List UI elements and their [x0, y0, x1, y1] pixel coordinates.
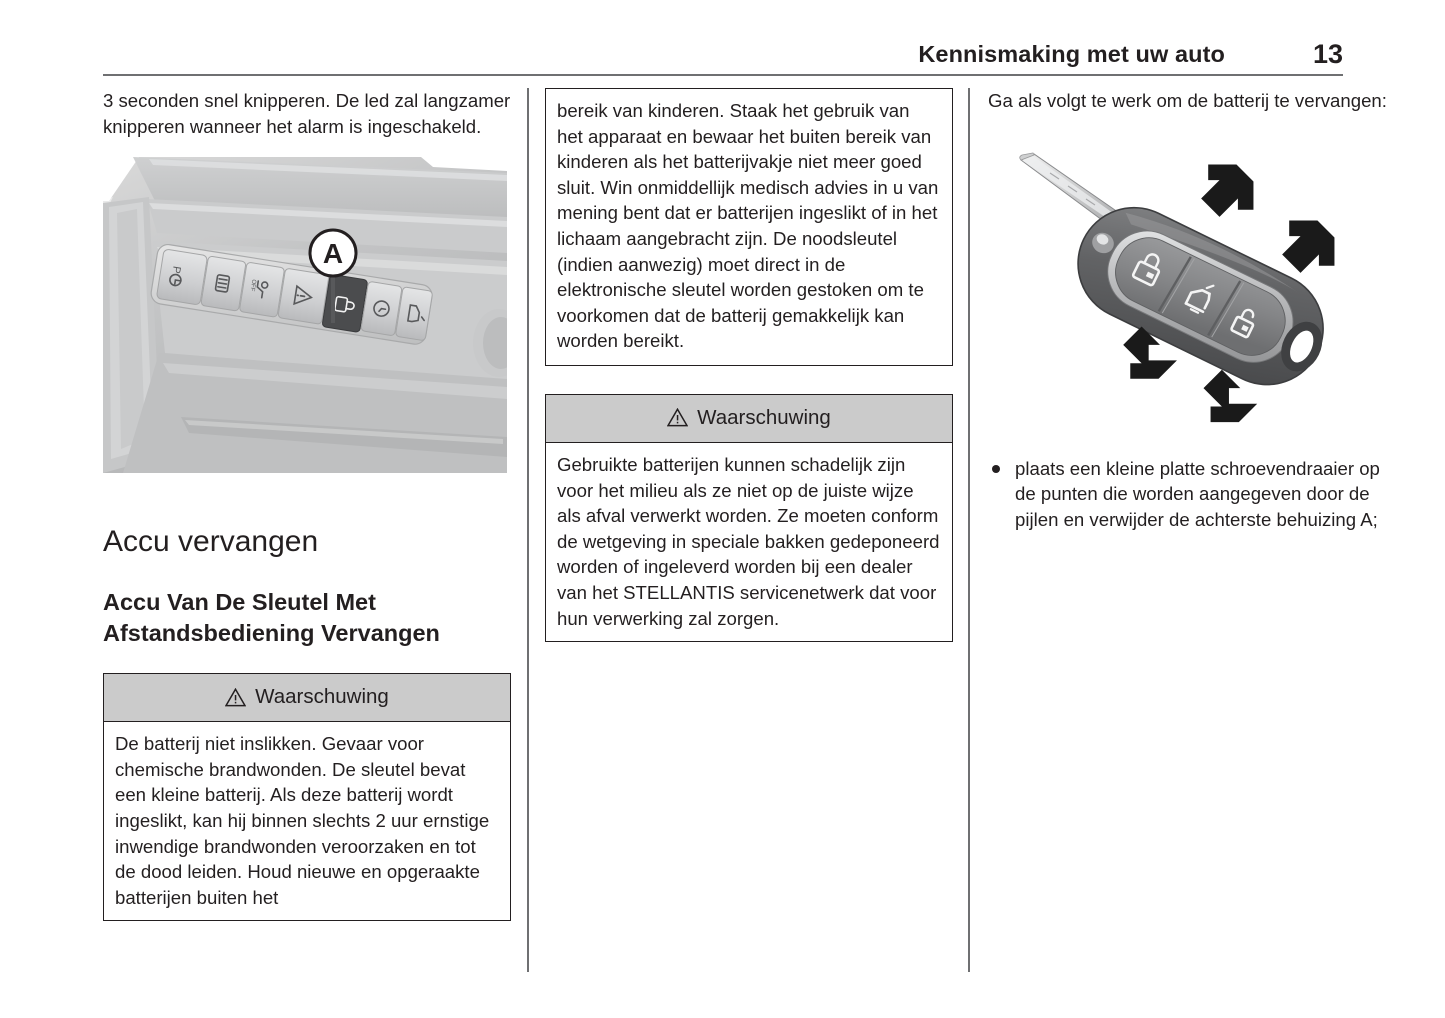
svg-text:OFF: OFF: [248, 278, 257, 292]
right-column: [988, 88, 1396, 532]
procedure-bullet-list: [988, 456, 1396, 533]
middle-column: [545, 88, 953, 642]
warning-box-body: Gebruikte batterijen kunnen schadelijk zijn voor het milieu als ze niet op de juiste wijze als afval verwerkt worden. Ze moeten conform de wetgeving in speciale bakken gedeponeerd worden of ingeleverd worden bij een dealer van het STELLANTIS servicenetwerk dat voor hun verwerking zal zorgen.: [557, 453, 940, 629]
page-title: Kennismaking met uw auto: [918, 41, 1225, 67]
warning-box-battery-swallow: [103, 673, 511, 921]
warning-box-title: Waarschuwing: [255, 685, 389, 709]
header-divider: [103, 74, 1343, 76]
page-number: 13: [1312, 39, 1343, 69]
warning-continuation-text: bereik van kinderen. Staak het gebruik van het apparaat en bewaar het buiten bereik van kinderen als het batterijvakje niet meer goed sluit. Win onmiddellijk medisch advies in u van mening bent dat er batterijen ingeslikt of in het lichaam aangebracht zijn. De noodsleutel (indien aanwezig) moet direct in de elektronische sleutel worden gestoken om te voorkomen dat de batterij gemakkelijk kan worden bereikt.: [557, 100, 939, 352]
warning-box-battery-disposal: [545, 394, 953, 642]
warning-box-title: Waarschuwing: [697, 405, 831, 429]
dashboard-button-panel-photo: [103, 157, 507, 473]
remote-key-fob-illustration: [988, 130, 1378, 430]
warning-box-header: [104, 674, 510, 722]
warning-box-header: [546, 395, 952, 443]
chapter-heading: Accu vervangen: [103, 525, 319, 559]
section-heading: Accu Van De Sleutel Met Afstandsbediening Vervangen: [103, 589, 440, 647]
warning-continuation-box: [545, 88, 953, 366]
warning-triangle-icon: [667, 408, 688, 427]
page-header: [103, 34, 1343, 76]
list-item: plaats een kleine platte schroevendraaier op de punten die worden aangegeven door de pijlen en verwijder de achterste behuizing A;: [988, 456, 1396, 533]
left-column: [103, 88, 511, 921]
svg-text:P: P: [169, 265, 183, 275]
left-intro-paragraph: 3 seconden snel knipperen. De led zal langzamer knipperen wanneer het alarm is ingeschakeld.: [103, 90, 511, 137]
column-separator-2: [968, 88, 970, 972]
svg-text:A: A: [322, 238, 344, 270]
column-separator-1: [527, 88, 529, 972]
warning-box-body: De batterij niet inslikken. Gevaar voor chemische brandwonden. De sleutel bevat een kleine batterij. Als deze batterij wordt ingeslikt, kan hij binnen slechts 2 uur ernstige inwendige brandwonden veroorzaken en tot de dood leiden. Houd nieuwe en opgeraakte batterijen buiten het: [115, 733, 490, 908]
warning-triangle-icon: [225, 688, 246, 707]
right-intro-paragraph: Ga als volgt te werk om de batterij te vervangen:: [988, 90, 1387, 111]
